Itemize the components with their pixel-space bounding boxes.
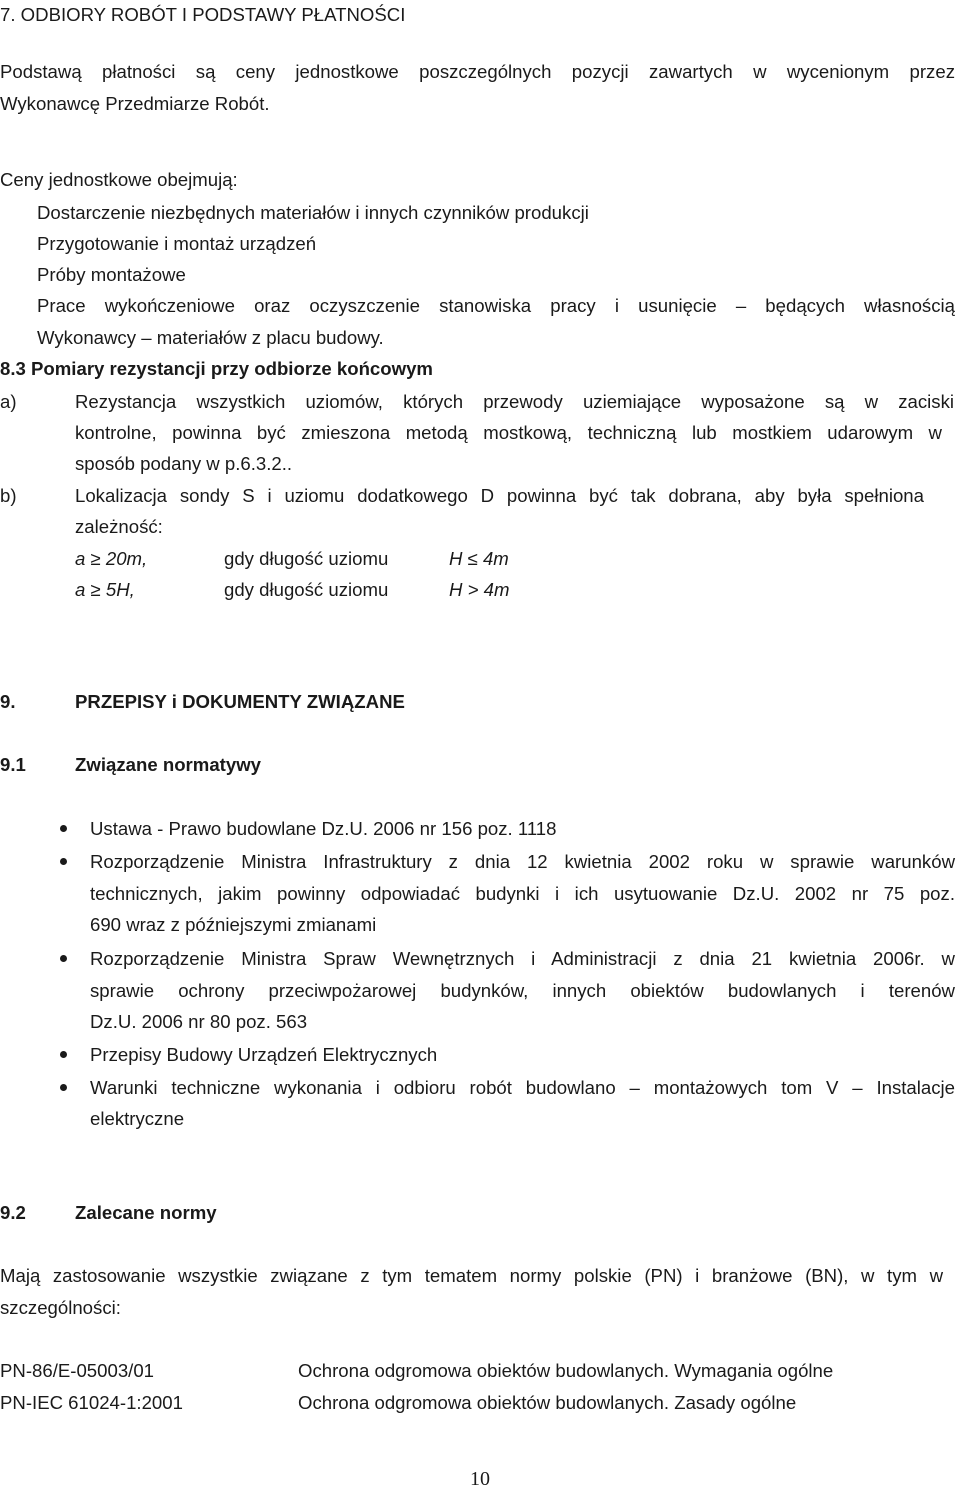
- formula-limit: H ≤ 4m: [449, 548, 509, 569]
- norm-code: PN-86/E-05003/01: [0, 1360, 155, 1381]
- price-item: Próby montażowe: [37, 264, 186, 285]
- bullet-icon: [60, 1084, 67, 1091]
- item-a-text: kontrolne, powinna być zmieszona metodą mostkową, techniczną lub mostkiem udarowym w: [75, 422, 942, 443]
- regulation-item: 690 wraz z późniejszymi zmianami: [90, 914, 377, 935]
- bullet-icon: [60, 1051, 67, 1058]
- regulation-item: Warunki techniczne wykonania i odbioru robót budowlano – montażowych tom V – Instalacje: [90, 1077, 955, 1098]
- item-a-label: a): [0, 391, 17, 412]
- regulation-item: technicznych, jakim powinny odpowiadać budynki i ich usytuowanie Dz.U. 2002 nr 75 poz.: [90, 883, 955, 904]
- norms-intro-line-1: Mają zastosowanie wszystkie związane z tym tematem normy polskie (PN) i branżowe (BN), w tym w: [0, 1265, 943, 1286]
- item-a-text: Rezystancja wszystkich uziomów, których przewody uziemiające wyposażone są w zaciski: [75, 391, 954, 412]
- page-number: 10: [470, 1468, 490, 1490]
- section-9-1-number: 9.1: [0, 754, 26, 775]
- price-item: Dostarczenie niezbędnych materiałów i innych czynników produkcji: [37, 202, 589, 223]
- regulation-item: Przepisy Budowy Urządzeń Elektrycznych: [90, 1044, 438, 1065]
- regulation-item: sprawie ochrony przeciwpożarowej budynków, innych obiektów budowlanych i terenów: [90, 980, 955, 1001]
- regulation-item: elektryczne: [90, 1108, 185, 1129]
- regulation-item: Ustawa - Prawo budowlane Dz.U. 2006 nr 156 poz. 1118: [90, 818, 557, 839]
- formula-condition: a ≥ 5H,: [75, 579, 135, 600]
- section-9-number: 9.: [0, 691, 16, 712]
- bullet-icon: [60, 825, 67, 832]
- bullet-icon: [60, 858, 67, 865]
- section-7-heading: 7. ODBIORY ROBÓT I PODSTAWY PŁATNOŚCI: [0, 4, 406, 25]
- section-9-1-heading: Związane normatywy: [75, 754, 261, 775]
- regulation-item: Dz.U. 2006 nr 80 poz. 563: [90, 1011, 308, 1032]
- section-8-3-heading: 8.3 Pomiary rezystancji przy odbiorze końcowym: [0, 358, 433, 379]
- norm-code: PN-IEC 61024-1:2001: [0, 1392, 183, 1413]
- norm-title: Ochrona odgromowa obiektów budowlanych. Zasady ogólne: [298, 1392, 797, 1413]
- item-b-text: Lokalizacja sondy S i uziomu dodatkowego D powinna być tak dobrana, aby była spełniona: [75, 485, 924, 506]
- norms-intro-line-2: szczególności:: [0, 1297, 121, 1318]
- regulation-item: Rozporządzenie Ministra Infrastruktury z dnia 12 kwietnia 2002 roku w sprawie warunków: [90, 851, 955, 872]
- section-9-heading: PRZEPISY i DOKUMENTY ZWIĄZANE: [75, 691, 405, 712]
- item-b-text: zależność:: [75, 516, 163, 537]
- formula-description: gdy długość uziomu: [224, 548, 389, 569]
- price-item: Przygotowanie i montaż urządzeń: [37, 233, 317, 254]
- regulation-item: Rozporządzenie Ministra Spraw Wewnętrznych i Administracji z dnia 21 kwietnia 2006r. w: [90, 948, 955, 969]
- price-item: Prace wykończeniowe oraz oczyszczenie stanowiska pracy i usunięcie – będących własnością: [37, 295, 955, 316]
- formula-description: gdy długość uziomu: [224, 579, 389, 600]
- payment-basis-line-2: Wykonawcę Przedmiarze Robót.: [0, 93, 270, 114]
- bullet-icon: [60, 955, 67, 962]
- formula-condition: a ≥ 20m,: [75, 548, 148, 569]
- section-9-2-heading: Zalecane normy: [75, 1202, 217, 1223]
- formula-limit: H > 4m: [449, 579, 510, 600]
- unit-prices-intro: Ceny jednostkowe obejmują:: [0, 169, 238, 190]
- norm-title: Ochrona odgromowa obiektów budowlanych. Wymagania ogólne: [298, 1360, 834, 1381]
- item-b-label: b): [0, 485, 17, 506]
- payment-basis-line-1: Podstawą płatności są ceny jednostkowe poszczególnych pozycji zawartych w wycenionym przez: [0, 61, 955, 82]
- section-9-2-number: 9.2: [0, 1202, 26, 1223]
- price-item-continued: Wykonawcy – materiałów z placu budowy.: [37, 327, 384, 348]
- item-a-text: sposób podany w p.6.3.2..: [75, 453, 293, 474]
